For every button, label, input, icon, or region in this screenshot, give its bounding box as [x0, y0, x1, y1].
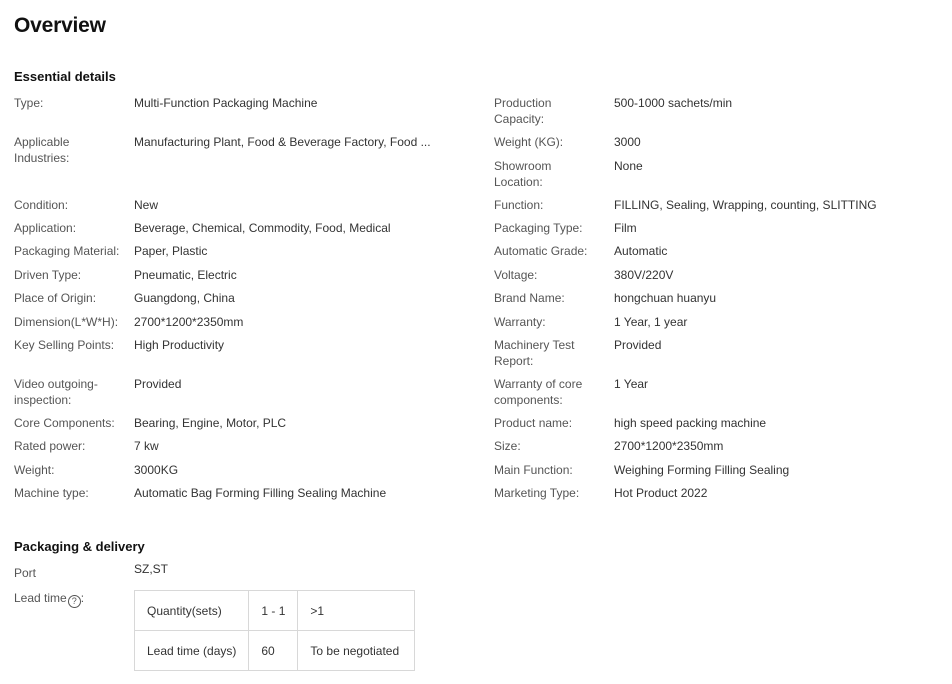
detail-label: Driven Type: [14, 268, 82, 282]
detail-label: Dimension(L*W*H): [14, 315, 119, 329]
page-title: Overview [14, 14, 106, 37]
detail-label: Weight: [14, 463, 55, 477]
detail-value: Bearing, Engine, Motor, PLC [134, 416, 287, 430]
table-row [135, 591, 415, 631]
detail-label: Applicable Industries: [14, 135, 70, 165]
detail-label: Brand Name: [494, 291, 565, 305]
detail-label: Size: [494, 439, 521, 453]
detail-label: Warranty of core components: [494, 377, 583, 407]
detail-label: Weight (KG): [494, 135, 564, 149]
detail-label: Product name: [494, 416, 573, 430]
detail-label: Packaging Material: [14, 244, 120, 258]
detail-value: 3000 [614, 135, 641, 149]
detail-label: Video outgoing-inspection: [14, 377, 98, 407]
detail-value: Weighing Forming Filling Sealing [614, 463, 790, 477]
detail-value: New [134, 198, 159, 212]
detail-label: Marketing Type: [494, 486, 580, 500]
detail-value: 1 Year [614, 377, 649, 391]
detail-label: Key Selling Points: [14, 338, 115, 352]
detail-value: 2700*1200*2350mm [614, 439, 724, 453]
detail-value: Provided [134, 377, 182, 391]
detail-value: Pneumatic, Electric [134, 268, 237, 282]
detail-value: Provided [614, 338, 662, 352]
table-cell: To be negotiated [298, 631, 415, 671]
detail-value: Paper, Plastic [134, 244, 208, 258]
detail-value: high speed packing machine [614, 416, 767, 430]
lead-time-table [134, 590, 415, 671]
detail-label: Main Function: [494, 463, 573, 477]
detail-label: Machinery Test Report: [494, 338, 575, 368]
detail-value: Automatic [614, 244, 668, 258]
detail-label: Application: [14, 221, 77, 235]
table-cell: Lead time (days) [135, 631, 249, 671]
port-label: Port [14, 566, 37, 580]
detail-label: Production Capacity: [494, 96, 552, 126]
detail-value: Beverage, Chemical, Commodity, Food, Medical [134, 221, 391, 235]
table-cell: Quantity(sets) [135, 591, 249, 631]
detail-label: Rated power: [14, 439, 86, 453]
port-value: SZ,ST [134, 562, 169, 576]
detail-label: Type: [14, 96, 44, 110]
detail-value: Multi-Function Packaging Machine [134, 96, 318, 110]
table-cell: >1 [298, 591, 415, 631]
detail-value: hongchuan huanyu [614, 291, 717, 305]
detail-value: FILLING, Sealing, Wrapping, counting, SLITTING [614, 198, 877, 212]
detail-value: 2700*1200*2350mm [134, 315, 244, 329]
detail-label: Machine type: [14, 486, 89, 500]
detail-label: Warranty: [494, 315, 546, 329]
detail-value: Film [614, 221, 637, 235]
lead-time-label-wrap: Lead time ? : [14, 591, 85, 606]
detail-label: Automatic Grade: [494, 244, 588, 258]
detail-value: 380V/220V [614, 268, 674, 282]
detail-value: 1 Year, 1 year [614, 315, 688, 329]
lead-time-label: Lead time [14, 591, 67, 605]
detail-label: Place of Origin: [14, 291, 97, 305]
detail-value: High Productivity [134, 338, 225, 352]
detail-label: Function: [494, 198, 544, 212]
essential-details-heading: Essential details [14, 69, 116, 84]
detail-value: Guangdong, China [134, 291, 235, 305]
detail-value: Automatic Bag Forming Filling Sealing Machine [134, 486, 387, 500]
detail-value: 500-1000 sachets/min [614, 96, 733, 110]
detail-label: Core Components: [14, 416, 115, 430]
detail-label: Showroom Location: [494, 159, 552, 189]
packaging-delivery-heading: Packaging & delivery [14, 539, 145, 554]
table-cell: 60 [249, 631, 298, 671]
question-help-icon[interactable]: ? [68, 595, 81, 608]
detail-value: None [614, 159, 643, 173]
detail-label: Voltage: [494, 268, 538, 282]
detail-value: Manufacturing Plant, Food & Beverage Factory, Food ... [134, 135, 431, 149]
table-cell: 1 - 1 [249, 591, 298, 631]
detail-value: 7 kw [134, 439, 159, 453]
detail-value: 3000KG [134, 463, 179, 477]
table-row [135, 631, 415, 671]
detail-label: Packaging Type: [494, 221, 583, 235]
detail-value: Hot Product 2022 [614, 486, 708, 500]
detail-label: Condition: [14, 198, 69, 212]
